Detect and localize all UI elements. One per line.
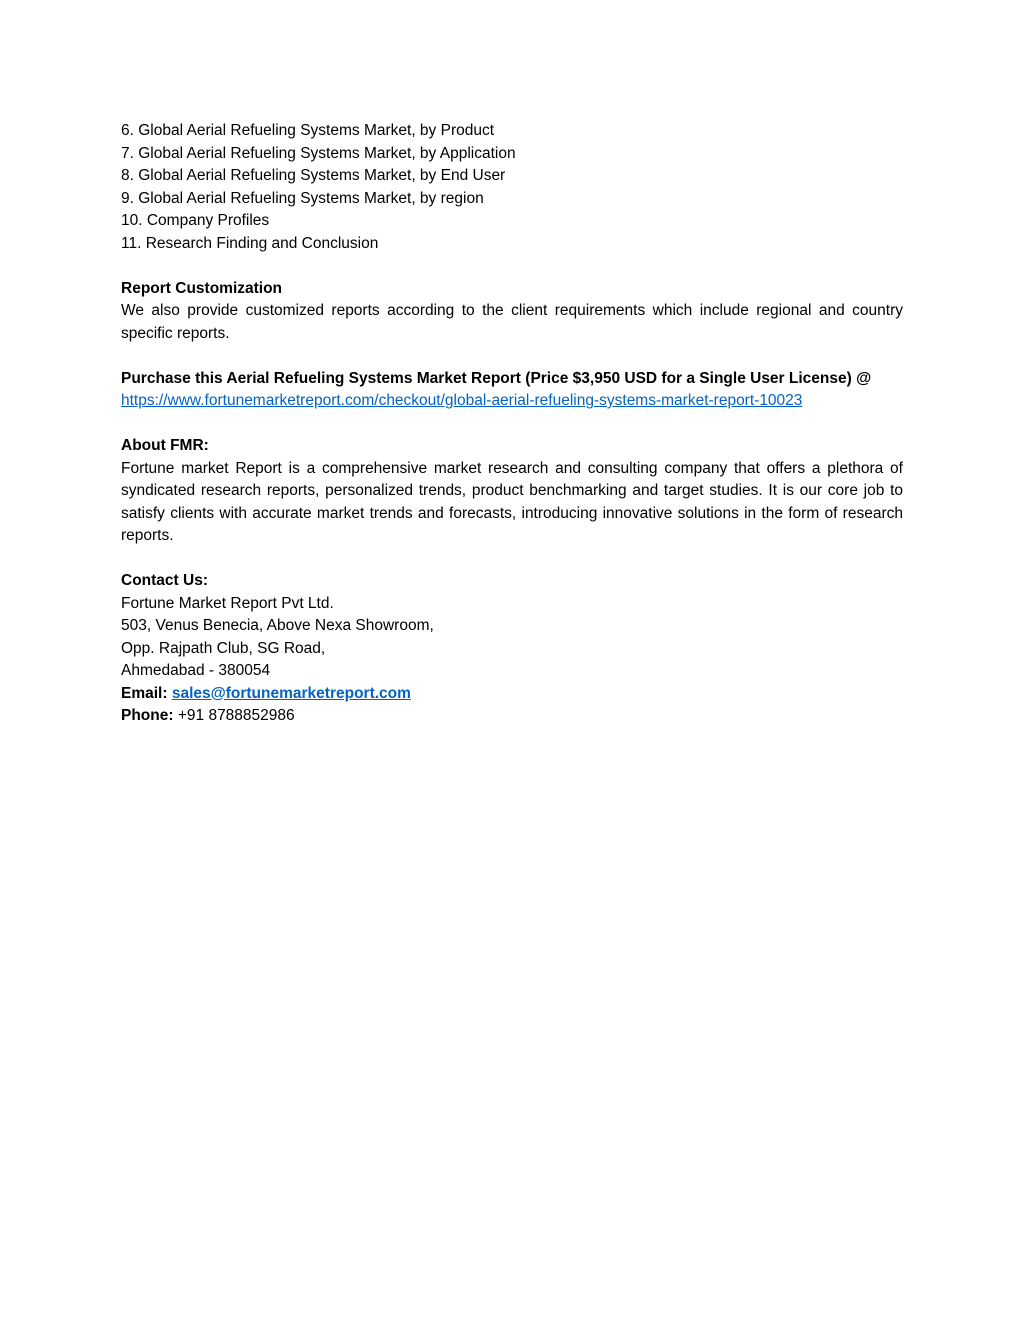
customization-heading: Report Customization <box>121 279 283 297</box>
purchase-text: Purchase this Aerial Refueling Systems Market Report (Price $3,950 USD for a Single User License) @ <box>121 369 872 387</box>
about-heading: About FMR: <box>121 437 209 454</box>
spacer <box>121 255 903 278</box>
document-page <box>121 120 903 728</box>
purchase-section <box>121 368 903 413</box>
spacer <box>121 345 903 368</box>
email-label: Email: <box>121 684 168 702</box>
contact-address-line2: Opp. Rajpath Club, SG Road, <box>121 639 326 657</box>
customization-section <box>121 278 903 346</box>
purchase-link[interactable]: https://www.fortunemarketreport.com/checkout/global-aerial-refueling-systems-market-report-10023 <box>121 392 803 409</box>
contact-company: Fortune Market Report Pvt Ltd. <box>121 594 334 612</box>
toc-item-product: 6. Global Aerial Refueling Systems Market, by Product <box>121 122 495 139</box>
email-link[interactable]: sales@fortunemarketreport.com <box>171 684 411 702</box>
contact-section <box>121 570 903 728</box>
toc-item-end-user: 8. Global Aerial Refueling Systems Market, by End User <box>121 167 506 184</box>
contact-heading: Contact Us: <box>121 572 208 589</box>
toc-item-research-finding: 11. Research Finding and Conclusion <box>121 234 379 252</box>
about-body: Fortune market Report is a comprehensive market research and consulting company that offers a plethora of syndicated research reports, personalized trends, product benchmarking and target studies. It is our core job to satisfy clients with accurate market trends and forecasts, introducing innovative solutions in the form of research reports. <box>121 459 903 544</box>
customization-body: We also provide customized reports according to the client requirements which include regional and country specific reports. <box>121 302 903 342</box>
phone-value: +91 8788852986 <box>177 707 295 724</box>
spacer <box>121 548 903 571</box>
contact-address-line3: Ahmedabad - 380054 <box>121 662 271 679</box>
about-section <box>121 435 903 548</box>
toc-item-application: 7. Global Aerial Refueling Systems Market, by Application <box>121 144 516 162</box>
contact-email-row <box>121 683 903 706</box>
toc-item-region: 9. Global Aerial Refueling Systems Market, by region <box>121 189 484 207</box>
phone-label: Phone: <box>121 707 174 724</box>
toc-item-company-profiles: 10. Company Profiles <box>121 212 270 229</box>
contact-address-line1: 503, Venus Benecia, Above Nexa Showroom, <box>121 617 434 634</box>
toc-list <box>121 120 903 255</box>
contact-phone-row <box>121 705 903 728</box>
spacer <box>121 413 903 436</box>
